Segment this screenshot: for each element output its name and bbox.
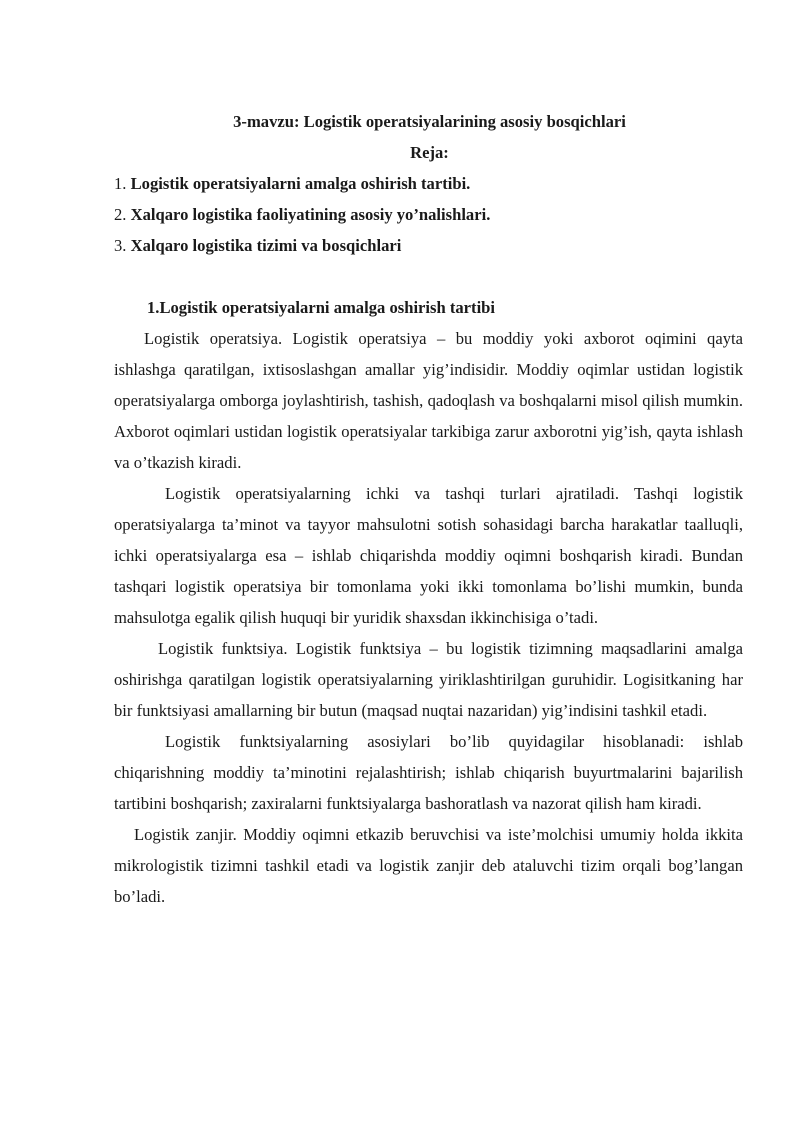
paragraph-logistic-chain: Logistik zanjir. Moddiy oqimni etkazib beruvchisi va iste’molchisi umumiy holda ikkita mikrologistik tizimni tashkil etadi va logistik zanjir deb ataluvchi tizim orqali bog’langan bo’ladi. xyxy=(114,825,743,906)
paragraph-main-functions: Logistik funktsiyalarning asosiylari bo’lib quyidagilar hisoblanadi: ishlab chiqarishning moddiy ta’minotini rejalashtirish; ishlab chiqarish buyurtmalarini bajarilish tartibini boshqarish; zaxiralarni funktsiyalarga bashoratlash va nazorat qilish ham kiradi. xyxy=(114,732,743,813)
plan-item-number: 3. xyxy=(114,236,127,255)
plan-heading: Reja: xyxy=(410,143,449,162)
plan-list xyxy=(114,168,743,261)
plan-item-number: 1. xyxy=(114,174,127,193)
plan-item-text: Xalqaro logistika faoliyatining asosiy yo’nalishlari. xyxy=(130,205,491,224)
plan-item-text: Logistik operatsiyalarni amalga oshirish tartibi. xyxy=(130,174,471,193)
plan-item-number: 2. xyxy=(114,205,127,224)
section-heading: 1.Logistik operatsiyalarni amalga oshirish tartibi xyxy=(147,298,496,317)
plan-item xyxy=(114,230,743,261)
paragraph-operation-types: Logistik operatsiyalarning ichki va tashqi turlari ajratiladi. Tashqi logistik operatsiyalarga ta’minot va tayyor mahsulotni sotish sohasidagi barcha harakatlar taalluqli, ichki operatsiyalarga esa – ishlab chiqarishda moddiy oqimni boshqarish kiradi. Bundan tashqari logistik operatsiya bir tomonlama yoki ikki tomonlama bo’lishi mumkin, bunda mahsulotga egalik qilish huquqi bir yuridik shaxsdan ikkinchisiga o’tadi. xyxy=(114,484,743,627)
plan-item xyxy=(114,199,743,230)
paragraph-logistic-operation: Logistik operatsiya. Logistik operatsiya – bu moddiy yoki axborot oqimini qayta ishlashga qaratilgan, ixtisoslashgan amallar yig’indisidir. Moddiy oqimlar ustidan logistik operatsiyalarga omborga joylashtirish, tashish, qadoqlash va boshqalarni misol qilish mumkin. Axborot oqimlari ustidan logistik operatsiyalar tarkibiga zarur axborotni yig’ish, qayta ishlash va o’tkazish kiradi. xyxy=(114,329,743,472)
page-title: 3-mavzu: Logistik operatsiyalarining asosiy bosqichlari xyxy=(233,112,626,131)
blank-line xyxy=(114,261,743,292)
plan-item-text: Xalqaro logistika tizimi va bosqichlari xyxy=(130,236,402,255)
paragraph-logistic-function: Logistik funktsiya. Logistik funktsiya – bu logistik tizimning maqsadlarini amalga oshirishga qaratilgan logistik operatsiyalarning yiriklashtirilgan guruhidir. Logisitkaning har bir funktsiyasi amallarning bir butun (maqsad nuqtai nazaridan) yig’indisini tashkil etadi. xyxy=(114,639,743,720)
plan-item xyxy=(114,168,743,199)
